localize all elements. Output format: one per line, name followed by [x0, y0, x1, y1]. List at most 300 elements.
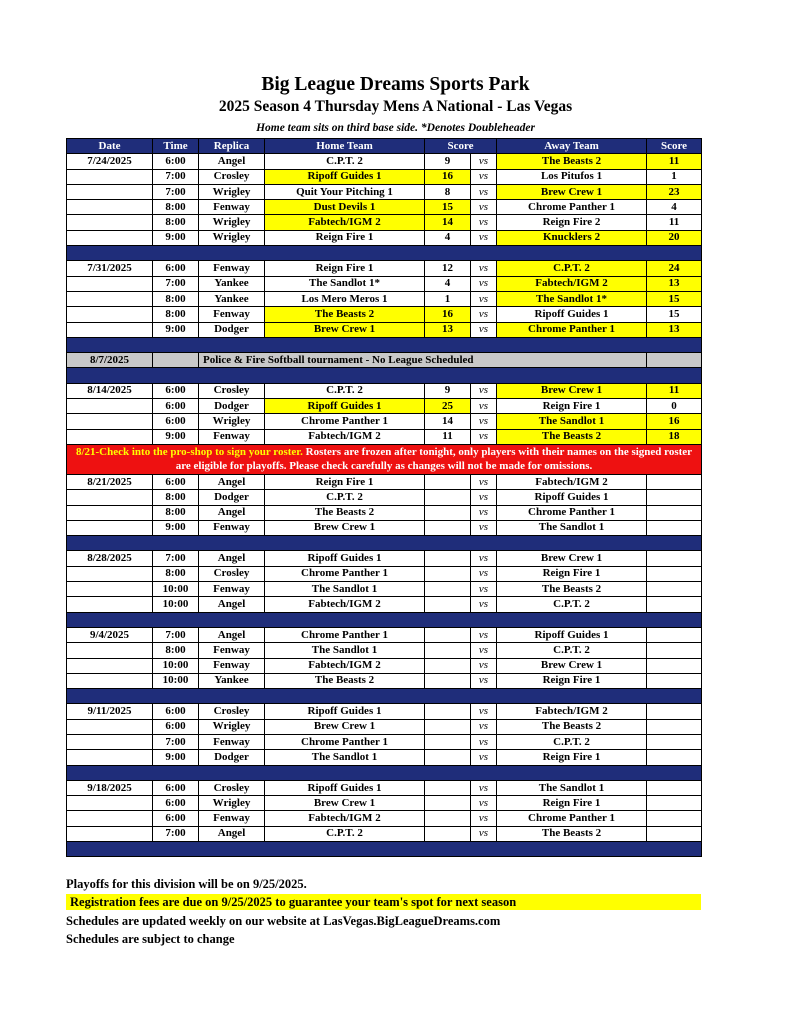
home-score [425, 734, 471, 749]
versus-label: vs [471, 811, 497, 826]
field-replica: Wrigley [199, 719, 265, 734]
home-team: Ripoff Guides 1 [265, 169, 425, 184]
schedule-note: Home team sits on third base side. *Denotes Doubleheader [256, 122, 535, 134]
away-team: Ripoff Guides 1 [497, 627, 647, 642]
away-score [647, 566, 702, 581]
versus-label: vs [471, 429, 497, 444]
home-team: Reign Fire 1 [265, 474, 425, 489]
versus-label: vs [471, 505, 497, 520]
versus-label: vs [471, 826, 497, 841]
home-score [425, 490, 471, 505]
versus-label: vs [471, 200, 497, 215]
game-time: 6:00 [153, 414, 199, 429]
field-replica: Fenway [199, 643, 265, 658]
away-score [647, 474, 702, 489]
away-score [647, 750, 702, 765]
game-time: 8:00 [153, 215, 199, 230]
separator-cell [67, 612, 702, 627]
versus-label: vs [471, 520, 497, 535]
home-team: Fabtech/IGM 2 [265, 658, 425, 673]
away-score: 20 [647, 230, 702, 245]
game-row [67, 307, 702, 322]
home-score: 15 [425, 200, 471, 215]
game-date [67, 169, 153, 184]
game-row [67, 673, 702, 688]
home-team: Ripoff Guides 1 [265, 780, 425, 795]
versus-label: vs [471, 490, 497, 505]
away-score [647, 505, 702, 520]
game-date [67, 673, 153, 688]
field-replica: Angel [199, 627, 265, 642]
game-row [67, 414, 702, 429]
versus-label: vs [471, 719, 497, 734]
away-team: C.P.T. 2 [497, 643, 647, 658]
field-replica: Dodger [199, 399, 265, 414]
versus-label: vs [471, 399, 497, 414]
game-row [67, 704, 702, 719]
field-replica: Wrigley [199, 184, 265, 199]
game-time: 8:00 [153, 566, 199, 581]
versus-label: vs [471, 383, 497, 398]
schedule-body [67, 154, 702, 857]
game-time: 6:00 [153, 719, 199, 734]
home-team: The Sandlot 1 [265, 750, 425, 765]
game-date [67, 414, 153, 429]
field-replica: Wrigley [199, 215, 265, 230]
away-score [647, 673, 702, 688]
game-time: 9:00 [153, 322, 199, 337]
away-team: Fabtech/IGM 2 [497, 704, 647, 719]
game-row [67, 429, 702, 444]
away-score [647, 658, 702, 673]
game-date [67, 490, 153, 505]
versus-label: vs [471, 734, 497, 749]
versus-label: vs [471, 643, 497, 658]
away-team: The Beasts 2 [497, 719, 647, 734]
home-team: The Sandlot 1* [265, 276, 425, 291]
away-team: C.P.T. 2 [497, 734, 647, 749]
game-time: 6:00 [153, 704, 199, 719]
home-score [425, 643, 471, 658]
roster-alert [67, 444, 702, 474]
away-team: Chrome Panther 1 [497, 322, 647, 337]
versus-label: vs [471, 658, 497, 673]
home-team: Ripoff Guides 1 [265, 551, 425, 566]
home-score: 9 [425, 154, 471, 169]
away-team: Los Pitufos 1 [497, 169, 647, 184]
header-away-score: Score [647, 139, 702, 154]
home-team: Los Mero Meros 1 [265, 291, 425, 306]
game-date: 8/21/2025 [67, 474, 153, 489]
field-replica: Fenway [199, 582, 265, 597]
game-row [67, 643, 702, 658]
field-replica: Angel [199, 597, 265, 612]
home-score: 8 [425, 184, 471, 199]
away-score: 15 [647, 307, 702, 322]
away-score [647, 826, 702, 841]
game-date [67, 734, 153, 749]
away-score: 1 [647, 169, 702, 184]
separator-cell [67, 246, 702, 261]
away-team: Brew Crew 1 [497, 551, 647, 566]
separator-cell [67, 536, 702, 551]
header-home-score: Score [425, 139, 497, 154]
away-score: 23 [647, 184, 702, 199]
versus-label: vs [471, 704, 497, 719]
game-time: 6:00 [153, 474, 199, 489]
home-score [425, 551, 471, 566]
separator-cell [67, 765, 702, 780]
home-score [425, 520, 471, 535]
game-row [67, 627, 702, 642]
game-date: 8/14/2025 [67, 383, 153, 398]
home-score [425, 597, 471, 612]
game-time: 7:00 [153, 276, 199, 291]
home-score: 16 [425, 169, 471, 184]
home-team: Brew Crew 1 [265, 719, 425, 734]
field-replica: Angel [199, 505, 265, 520]
versus-label: vs [471, 566, 497, 581]
game-row [67, 566, 702, 581]
home-team: Chrome Panther 1 [265, 734, 425, 749]
away-score [647, 597, 702, 612]
game-time: 7:00 [153, 184, 199, 199]
away-score [647, 520, 702, 535]
game-row [67, 597, 702, 612]
week-separator [67, 337, 702, 352]
game-row [67, 658, 702, 673]
schedule-table [66, 138, 702, 857]
game-time: 6:00 [153, 399, 199, 414]
away-team: C.P.T. 2 [497, 261, 647, 276]
field-replica: Fenway [199, 200, 265, 215]
home-team: Quit Your Pitching 1 [265, 184, 425, 199]
away-score: 13 [647, 322, 702, 337]
game-row [67, 780, 702, 795]
game-date [67, 658, 153, 673]
home-score: 14 [425, 414, 471, 429]
home-team: Brew Crew 1 [265, 796, 425, 811]
game-date [67, 307, 153, 322]
week-separator [67, 842, 702, 857]
versus-label: vs [471, 750, 497, 765]
home-score [425, 780, 471, 795]
separator-cell [67, 842, 702, 857]
game-row [67, 184, 702, 199]
game-row [67, 490, 702, 505]
away-team: Reign Fire 2 [497, 215, 647, 230]
home-team: C.P.T. 2 [265, 490, 425, 505]
game-row [67, 474, 702, 489]
game-date [67, 796, 153, 811]
week-separator [67, 765, 702, 780]
away-team: Knucklers 2 [497, 230, 647, 245]
week-separator [67, 246, 702, 261]
away-team: Reign Fire 1 [497, 399, 647, 414]
home-team: Ripoff Guides 1 [265, 704, 425, 719]
home-score: 14 [425, 215, 471, 230]
game-time: 6:00 [153, 780, 199, 795]
home-team: The Beasts 2 [265, 673, 425, 688]
game-row [67, 322, 702, 337]
game-row [67, 719, 702, 734]
game-time: 10:00 [153, 673, 199, 688]
away-team: Brew Crew 1 [497, 184, 647, 199]
game-date [67, 826, 153, 841]
game-date: 8/7/2025 [67, 353, 153, 368]
away-team: The Sandlot 1 [497, 414, 647, 429]
away-score [647, 582, 702, 597]
versus-label: vs [471, 551, 497, 566]
game-time: 7:00 [153, 627, 199, 642]
game-time: 9:00 [153, 230, 199, 245]
header-away-team: Away Team [497, 139, 647, 154]
field-replica: Angel [199, 826, 265, 841]
field-replica: Dodger [199, 490, 265, 505]
away-score [647, 643, 702, 658]
game-time: 8:00 [153, 307, 199, 322]
roster-alert-highlight: 8/21-Check into the pro-shop to sign your roster. [75, 446, 303, 459]
field-replica: Crosley [199, 704, 265, 719]
away-score: 18 [647, 429, 702, 444]
away-team: Ripoff Guides 1 [497, 307, 647, 322]
away-team: The Beasts 2 [497, 826, 647, 841]
away-score: 15 [647, 291, 702, 306]
week-separator [67, 612, 702, 627]
home-score [425, 704, 471, 719]
home-score [425, 566, 471, 581]
game-time: 6:00 [153, 811, 199, 826]
game-date: 8/28/2025 [67, 551, 153, 566]
game-date [67, 597, 153, 612]
game-date [67, 750, 153, 765]
game-date [67, 719, 153, 734]
versus-label: vs [471, 582, 497, 597]
field-replica: Angel [199, 474, 265, 489]
away-team: Fabtech/IGM 2 [497, 474, 647, 489]
game-row [67, 291, 702, 306]
game-time: 10:00 [153, 582, 199, 597]
game-time: 9:00 [153, 750, 199, 765]
field-replica: Crosley [199, 169, 265, 184]
versus-label: vs [471, 215, 497, 230]
home-score [425, 750, 471, 765]
versus-label: vs [471, 322, 497, 337]
home-team: Brew Crew 1 [265, 322, 425, 337]
home-score: 16 [425, 307, 471, 322]
away-score [647, 780, 702, 795]
game-time: 10:00 [153, 658, 199, 673]
field-replica: Fenway [199, 261, 265, 276]
away-team: Reign Fire 1 [497, 566, 647, 581]
field-replica: Fenway [199, 811, 265, 826]
away-score: 11 [647, 383, 702, 398]
no-games-note: Police & Fire Softball tournament - No League Scheduled [199, 353, 647, 368]
week-separator [67, 689, 702, 704]
empty-cell [647, 353, 702, 368]
home-score: 4 [425, 230, 471, 245]
away-score [647, 551, 702, 566]
field-replica: Fenway [199, 658, 265, 673]
home-team: The Sandlot 1 [265, 643, 425, 658]
game-time: 9:00 [153, 429, 199, 444]
game-time: 8:00 [153, 505, 199, 520]
change-note: Schedules are subject to change [66, 932, 235, 946]
home-team: C.P.T. 2 [265, 826, 425, 841]
field-replica: Yankee [199, 673, 265, 688]
home-team: Fabtech/IGM 2 [265, 597, 425, 612]
home-team: Brew Crew 1 [265, 520, 425, 535]
game-time: 8:00 [153, 643, 199, 658]
game-row [67, 154, 702, 169]
game-row [67, 200, 702, 215]
field-replica: Yankee [199, 276, 265, 291]
game-time: 8:00 [153, 200, 199, 215]
away-score [647, 627, 702, 642]
game-date [67, 230, 153, 245]
home-team: Chrome Panther 1 [265, 566, 425, 581]
home-team: Reign Fire 1 [265, 261, 425, 276]
game-row [67, 582, 702, 597]
away-team: Fabtech/IGM 2 [497, 276, 647, 291]
week-separator [67, 368, 702, 383]
game-date: 9/11/2025 [67, 704, 153, 719]
game-row [67, 261, 702, 276]
field-replica: Crosley [199, 383, 265, 398]
away-team: The Sandlot 1 [497, 780, 647, 795]
game-row [67, 215, 702, 230]
home-score [425, 627, 471, 642]
away-team: C.P.T. 2 [497, 597, 647, 612]
game-time: 9:00 [153, 520, 199, 535]
home-score [425, 505, 471, 520]
game-date: 7/24/2025 [67, 154, 153, 169]
away-score: 11 [647, 154, 702, 169]
versus-label: vs [471, 474, 497, 489]
game-row [67, 520, 702, 535]
separator-cell [67, 689, 702, 704]
away-score: 24 [647, 261, 702, 276]
game-row [67, 734, 702, 749]
home-score: 11 [425, 429, 471, 444]
game-date: 9/18/2025 [67, 780, 153, 795]
game-row [67, 169, 702, 184]
away-team: The Sandlot 1 [497, 520, 647, 535]
field-replica: Yankee [199, 291, 265, 306]
versus-label: vs [471, 291, 497, 306]
home-team: Dust Devils 1 [265, 200, 425, 215]
home-score [425, 796, 471, 811]
versus-label: vs [471, 184, 497, 199]
versus-label: vs [471, 276, 497, 291]
game-time: 10:00 [153, 597, 199, 612]
away-score: 16 [647, 414, 702, 429]
home-score: 12 [425, 261, 471, 276]
away-team: The Beasts 2 [497, 429, 647, 444]
roster-alert-text: Rosters are frozen after tonight, only players with their names on the signed roster are eligible for playoffs. Please check carefully as changes will not be made for omissions. [175, 446, 693, 473]
versus-label: vs [471, 414, 497, 429]
home-score: 13 [425, 322, 471, 337]
game-row [67, 551, 702, 566]
game-row [67, 826, 702, 841]
game-time: 8:00 [153, 490, 199, 505]
header-replica: Replica [199, 139, 265, 154]
home-score: 1 [425, 291, 471, 306]
home-score [425, 719, 471, 734]
game-date: 7/31/2025 [67, 261, 153, 276]
game-time: 8:00 [153, 291, 199, 306]
away-team: Brew Crew 1 [497, 658, 647, 673]
home-score [425, 658, 471, 673]
home-team: C.P.T. 2 [265, 383, 425, 398]
game-time: 6:00 [153, 383, 199, 398]
versus-label: vs [471, 169, 497, 184]
game-time: 7:00 [153, 826, 199, 841]
game-date [67, 399, 153, 414]
separator-cell [67, 337, 702, 352]
game-time: 6:00 [153, 796, 199, 811]
page-title: Big League Dreams Sports Park [261, 74, 530, 95]
away-team: The Beasts 2 [497, 154, 647, 169]
field-replica: Dodger [199, 750, 265, 765]
game-time: 6:00 [153, 261, 199, 276]
game-date [67, 215, 153, 230]
game-row [67, 811, 702, 826]
away-team: Chrome Panther 1 [497, 200, 647, 215]
away-team: Brew Crew 1 [497, 383, 647, 398]
away-team: Reign Fire 1 [497, 796, 647, 811]
away-team: The Sandlot 1* [497, 291, 647, 306]
away-team: Chrome Panther 1 [497, 505, 647, 520]
away-score [647, 719, 702, 734]
field-replica: Fenway [199, 520, 265, 535]
field-replica: Angel [199, 154, 265, 169]
versus-label: vs [471, 627, 497, 642]
away-team: The Beasts 2 [497, 582, 647, 597]
away-score [647, 490, 702, 505]
field-replica: Fenway [199, 429, 265, 444]
game-date [67, 200, 153, 215]
home-team: Reign Fire 1 [265, 230, 425, 245]
roster-alert-row [67, 444, 702, 474]
field-replica: Angel [199, 551, 265, 566]
game-time: 7:00 [153, 169, 199, 184]
table-header-row [67, 139, 702, 154]
game-date [67, 184, 153, 199]
away-score [647, 734, 702, 749]
game-row [67, 383, 702, 398]
game-date [67, 291, 153, 306]
page-subtitle: 2025 Season 4 Thursday Mens A National - Las Vegas [218, 98, 573, 115]
away-score [647, 796, 702, 811]
away-score: 0 [647, 399, 702, 414]
away-score: 13 [647, 276, 702, 291]
home-score [425, 673, 471, 688]
field-replica: Fenway [199, 734, 265, 749]
game-date [67, 505, 153, 520]
home-score [425, 582, 471, 597]
home-team: Fabtech/IGM 2 [265, 215, 425, 230]
away-team: Chrome Panther 1 [497, 811, 647, 826]
home-team: The Beasts 2 [265, 505, 425, 520]
field-replica: Wrigley [199, 796, 265, 811]
versus-label: vs [471, 796, 497, 811]
versus-label: vs [471, 154, 497, 169]
game-row [67, 399, 702, 414]
versus-label: vs [471, 780, 497, 795]
home-team: Fabtech/IGM 2 [265, 429, 425, 444]
registration-note: Registration fees are due on 9/25/2025 to guarantee your team's spot for next season [66, 894, 701, 910]
